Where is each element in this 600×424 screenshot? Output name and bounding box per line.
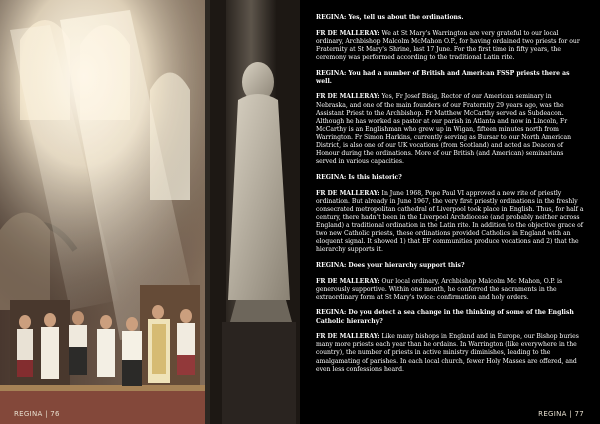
- right-page: [300, 0, 600, 424]
- answer-paragraph: [316, 190, 584, 255]
- answer-paragraph: [316, 93, 584, 166]
- answer-paragraph: [316, 278, 584, 302]
- speaker-label: FR DE MALLERAY:: [316, 333, 380, 341]
- question-paragraph: REGINA: You had a number of British and American FSSP priests there as well.: [316, 69, 570, 85]
- question-paragraph: REGINA: Yes, tell us about the ordinations.: [316, 14, 464, 21]
- answer-paragraph: [316, 30, 584, 62]
- answer-paragraph: [316, 333, 584, 373]
- answer-text: In June 1968, Pope Paul VI approved a new rite of priestly ordination. But already in June 1967, the very first priestly ordinations in the freshly consecrated metropolitan cathedral of Liverpool took place in English. Thus, for half a century, there hadn't been in the Liverpool Archdiocese (and probably neither across England) a traditional ordination in the Latin rite. In addition to the objective grace of two new Catholic priests, these ordinations provided Catholics in England with an eloquent signal. It showed 1) that EF communities produce vocations and 2) that the hierarchy supports it.: [316, 189, 584, 254]
- answer-text: Our local ordinary, Archbishop Malcolm Mc Mahon, O.P. is generously supportive. Within one month, he conferred the sacraments in the extraordinary form at St Mary's twice: confirmation and holy orders.: [316, 277, 563, 301]
- speaker-label: FR DE MALLERAY:: [316, 277, 380, 285]
- question-paragraph: REGINA: Is this historic?: [316, 173, 402, 181]
- page-number-right: REGINA | 77: [538, 410, 584, 418]
- question-paragraph: REGINA: Do you detect a sea change in the thinking of some of the English Catholic hierarchy?: [316, 309, 574, 325]
- speaker-label: FR DE MALLERAY:: [316, 189, 380, 197]
- interview-text: [316, 14, 584, 374]
- speaker-label: FR DE MALLERAY:: [316, 93, 380, 101]
- page-number-left: REGINA | 76: [14, 410, 60, 418]
- speaker-label: FR DE MALLERAY:: [316, 29, 380, 37]
- answer-text: Yes, Fr Josef Bisig, Rector of our American seminary in Nebraska, and one of the main founders of our Fraternity 29 years ago, was the Assistant Priest to the Archbishop. Fr Matthew McCarthy served as Subdeacon. Although he has worked as pastor at our parish in Atlanta and now in Lincoln, Fr McCarthy is an Englishman who grew up in Wigan, fifteen minutes north from Warrington. Fr Simon Harkins, currently serving as Bursar to our North American District, is also one of our UK vocations (from Scotland) and acted as Deacon of Honour during the ordinations. More of our British (and American) seminarians served in various capacities.: [316, 93, 572, 166]
- answer-text: Like many bishops in England and in Europe, our Bishop buries many more priests each year than he ordains. In Warrington (like everywhere in the country), the number of priests in active ministry diminishes, leading to the amalgamating of parishes. In each local church, fewer Holy Masses are offered, and even less confessions heard.: [316, 333, 579, 373]
- question-paragraph: REGINA: Does your hierarchy support this?: [316, 261, 465, 269]
- answer-text: We at St Mary's Warrington are very grateful to our local ordinary, Archbishop Malcolm McMahon O.P., for having ordained two priests for our Fraternity at St Mary's Shrine, last 17 June. For the first time in fifty years, the ceremony was performed according to the traditional Latin rite.: [316, 29, 580, 61]
